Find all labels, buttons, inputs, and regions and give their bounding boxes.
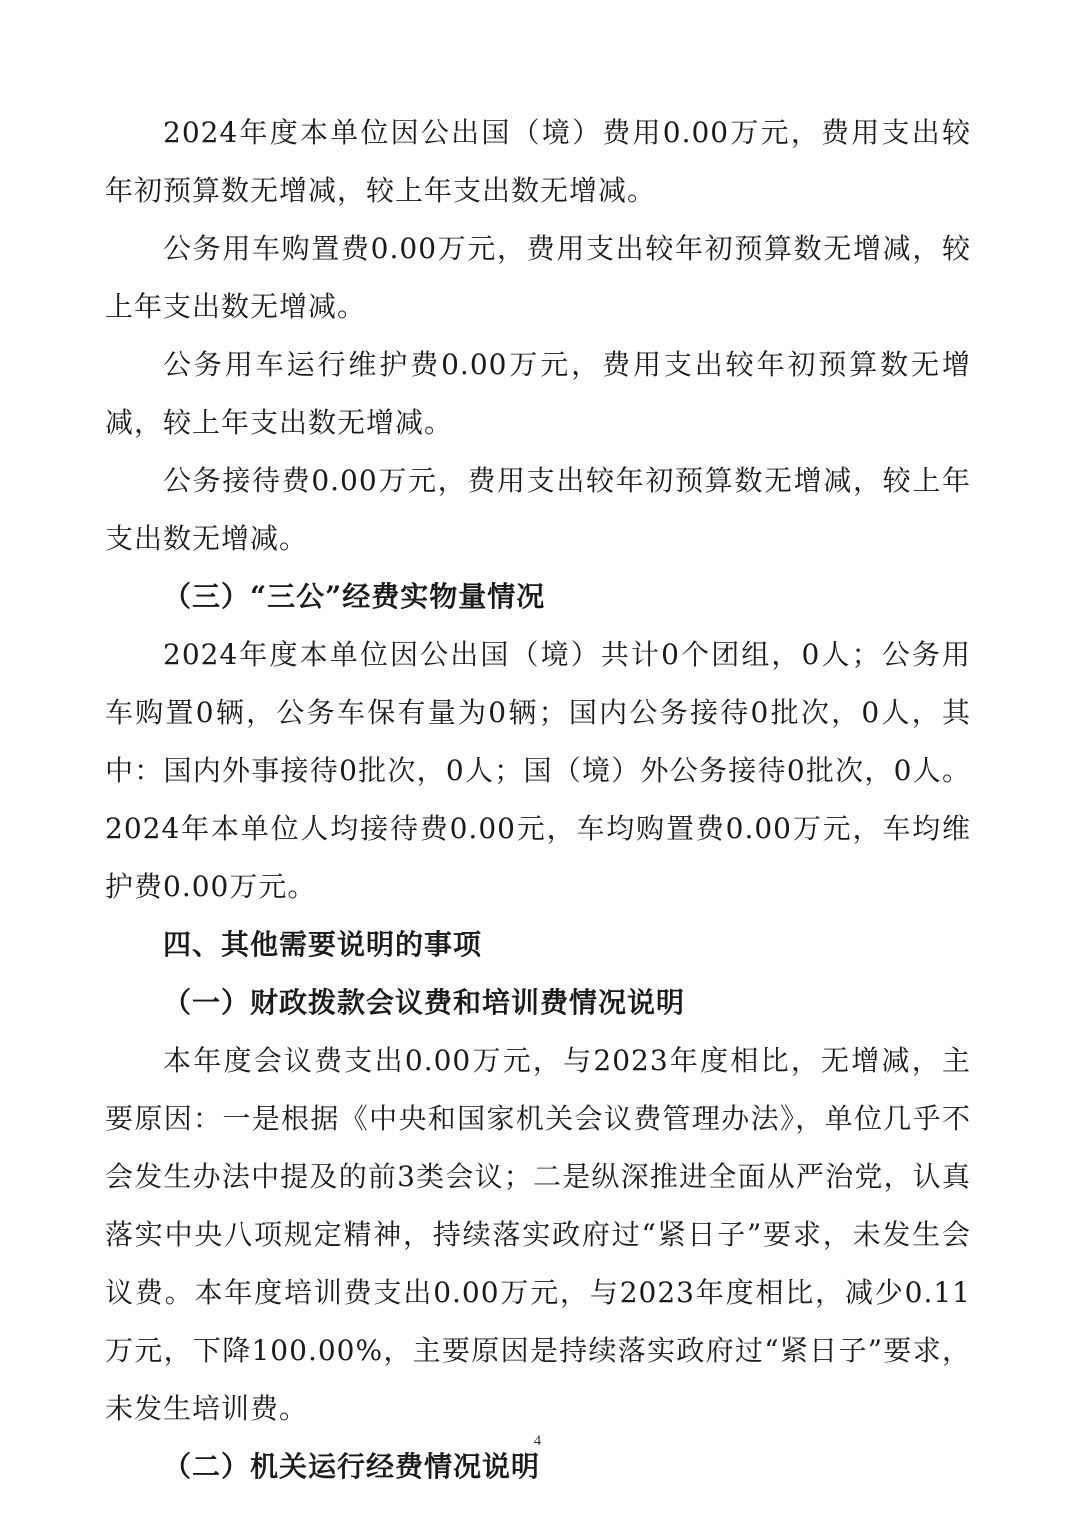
paragraph-physical-quantity: 2024年度本单位因公出国（境）共计0个团组，0人；公务用车购置0辆，公务车保有量为0辆；国内公务接待0批次，0人，其中：国内外事接待0批次，0人；国（境）外公务接待0批次，0人。2024年本单位人均接待费0.00元，车均购置费0.00万元，车均维护费0.00万元。 <box>105 638 971 903</box>
page-number: 4 <box>533 1433 542 1449</box>
paragraph-meeting-training: 本年度会议费支出0.00万元，与2023年度相比，无增减，主要原因：一是根据《中央和国家机关会议费管理办法》，单位几乎不会发生办法中提及的前3类会议；二是纵深推进全面从严治党，认真落实中央八项规定精神，持续落实政府过“紧日子”要求，未发生会议费。本年度培训费支出0.00万元，与2023年度相比，减少0.11万元，下降100.00%，主要原因是持续落实政府过“紧日子”要求，未发生培训费。 <box>105 1044 971 1425</box>
paragraph-reception: 公务接待费0.00万元，费用支出较年初预算数无增减，较上年支出数无增减。 <box>105 464 971 555</box>
paragraph-overseas-travel: 2024年度本单位因公出国（境）费用0.00万元，费用支出较年初预算数无增减，较上年支出数无增减。 <box>105 116 971 207</box>
paragraph-vehicle-purchase: 公务用车购置费0.00万元，费用支出较年初预算数无增减，较上年支出数无增减。 <box>105 232 971 323</box>
section-heading-operating-expenses: （二）机关运行经费情况说明 <box>163 1450 541 1483</box>
paragraph-vehicle-maintenance: 公务用车运行维护费0.00万元，费用支出较年初预算数无增减，较上年支出数无增减。 <box>105 348 971 439</box>
section-heading-physical-quantity: （三）“三公”经费实物量情况 <box>163 580 546 613</box>
section-heading-other-matters: 四、其他需要说明的事项 <box>163 928 483 961</box>
section-heading-meeting-training: （一）财政拨款会议费和培训费情况说明 <box>163 986 686 1019</box>
document-body <box>105 104 971 1496</box>
